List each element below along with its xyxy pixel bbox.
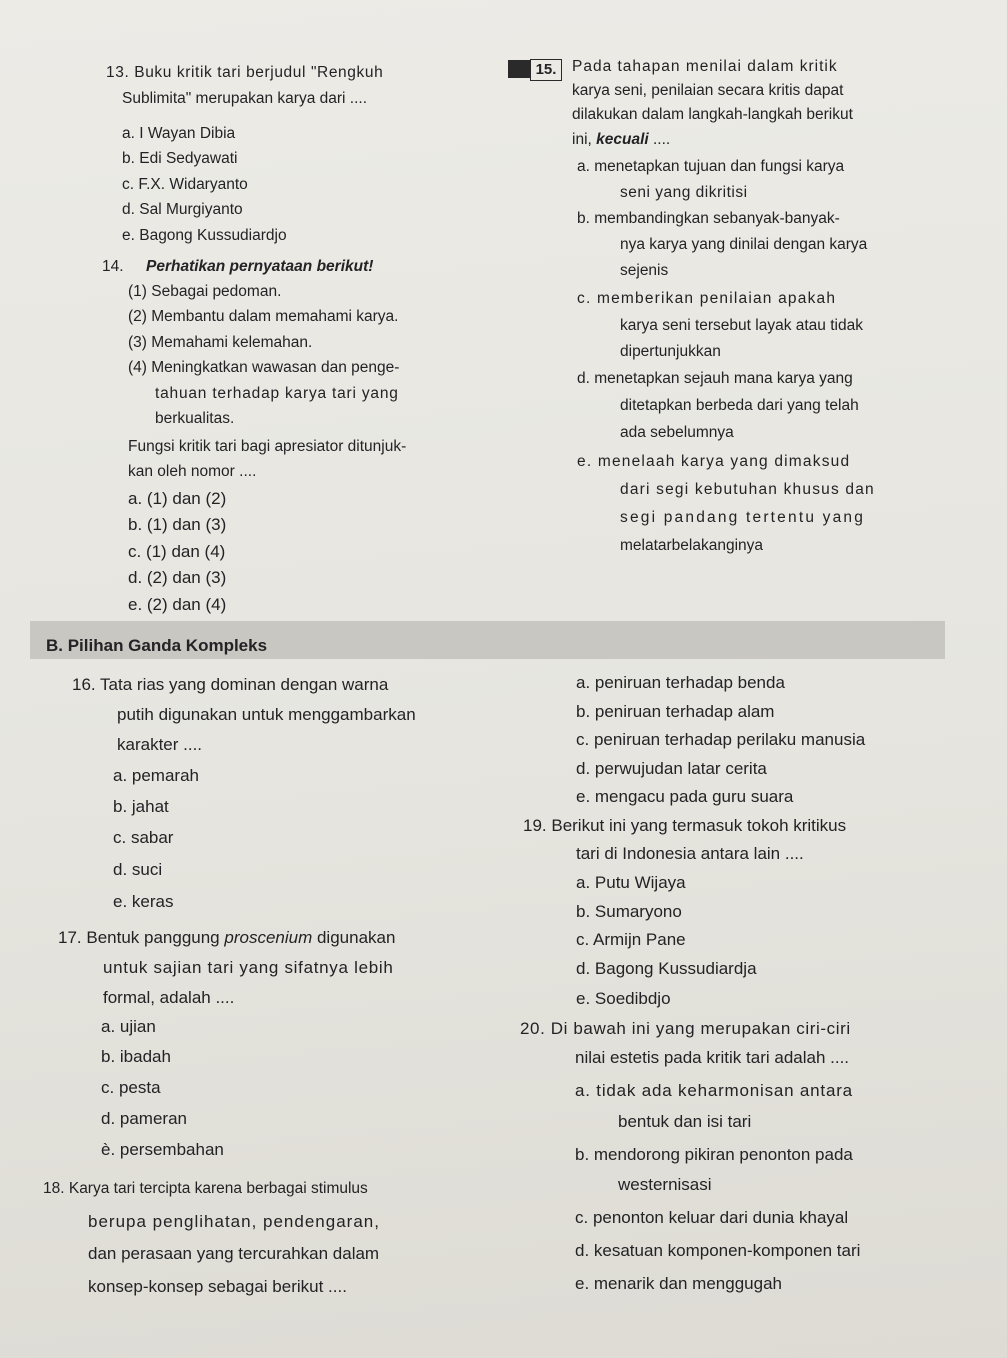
q13-stem-line2: Sublimita" merupakan karya dari .... [122, 90, 367, 107]
q19-option-c: c. Armijn Pane [576, 930, 686, 949]
q20-option-b-line1: b. mendorong pikiran penonton pada [575, 1145, 853, 1164]
q17-option-c: c. pesta [101, 1078, 161, 1097]
q20-stem-line1: 20. Di bawah ini yang merupakan ciri-ciri [520, 1019, 851, 1038]
q14-title: Perhatikan pernyataan berikut! [146, 258, 374, 275]
q17-option-a: a. ujian [101, 1017, 156, 1036]
q17-stem-line3: formal, adalah .... [103, 988, 235, 1007]
q15-stem-line4 [572, 129, 670, 151]
q14-question-line2: kan oleh nomor .... [128, 463, 257, 480]
q13-option-c: c. F.X. Widaryanto [122, 176, 248, 193]
q15-option-c-line1: c. memberikan penilaian apakah [577, 290, 837, 307]
q14-item-4-cont1: tahuan terhadap karya tari yang [155, 385, 399, 402]
q15-stem-line4-c: .... [648, 131, 671, 148]
q14-option-c: c. (1) dan (4) [128, 542, 226, 561]
q14-option-e: e. (2) dan (4) [128, 595, 227, 614]
q15-option-e-line2: dari segi kebutuhan khusus dan [620, 481, 875, 498]
q13-stem-line1: 13. Buku kritik tari berjudul "Rengkuh [106, 64, 384, 81]
q16-option-e: e. keras [113, 892, 174, 911]
q15-option-d-line3: ada sebelumnya [620, 424, 734, 441]
q18-stem-line4: konsep-konsep sebagai berikut .... [88, 1277, 347, 1296]
q16-stem-line2: putih digunakan untuk menggambarkan [117, 705, 416, 724]
q16-option-b: b. jahat [113, 797, 169, 816]
q20-stem-line2: nilai estetis pada kritik tari adalah .... [575, 1048, 850, 1067]
q15-option-d-line1: d. menetapkan sejauh mana karya yang [577, 370, 853, 387]
q17-option-e: è. persembahan [101, 1140, 224, 1159]
q18-option-e: e. mengacu pada guru suara [576, 787, 794, 806]
q17-stem-a: 17. Bentuk panggung [58, 928, 225, 947]
q15-option-e-line1: e. menelaah karya yang dimaksud [577, 453, 851, 470]
q15-kecuali: kecuali [596, 131, 649, 148]
q19-stem-line1: 19. Berikut ini yang termasuk tokoh kritikus [523, 816, 847, 835]
q20-option-d: d. kesatuan komponen-komponen tari [575, 1241, 861, 1260]
q19-option-e: e. Soedibdjo [576, 989, 671, 1008]
q14-number: 14. [102, 258, 124, 275]
q14-item-4: (4) Meningkatkan wawasan dan penge- [128, 359, 400, 376]
q14-item-2: (2) Membantu dalam memahami karya. [128, 308, 399, 325]
q17-stem-c: digunakan [312, 928, 396, 947]
q15-option-a-line2: seni yang dikritisi [620, 184, 748, 201]
q18-option-c: c. peniruan terhadap perilaku manusia [576, 730, 866, 749]
q19-option-d: d. Bagong Kussudiardja [576, 959, 757, 978]
q17-stem-line2: untuk sajian tari yang sifatnya lebih [103, 958, 394, 977]
q15-marker-icon [508, 60, 530, 78]
q18-stem-line3: dan perasaan yang tercurahkan dalam [88, 1244, 380, 1263]
q15-option-e-line4: melatarbelakanginya [620, 537, 764, 554]
q18-option-a: a. peniruan terhadap benda [576, 673, 785, 692]
q14-item-4-cont2: berkualitas. [155, 410, 235, 427]
q20-option-a-line1: a. tidak ada keharmonisan antara [575, 1081, 853, 1100]
q20-option-c: c. penonton keluar dari dunia khayal [575, 1208, 849, 1227]
q15-number: 15. [530, 59, 562, 81]
q19-option-a: a. Putu Wijaya [576, 873, 686, 892]
q20-option-a-line2: bentuk dan isi tari [618, 1112, 752, 1131]
q19-stem-line2: tari di Indonesia antara lain .... [576, 844, 804, 863]
q15-stem-line2: karya seni, penilaian secara kritis dapat [572, 82, 844, 99]
q13-option-e: e. Bagong Kussudiardjo [122, 227, 287, 244]
q14-item-1: (1) Sebagai pedoman. [128, 283, 282, 300]
q13-option-b: b. Edi Sedyawati [122, 150, 238, 167]
q19-option-b: b. Sumaryono [576, 902, 682, 921]
q14-question-line1: Fungsi kritik tari bagi apresiator ditunjuk- [128, 438, 407, 455]
q15-option-c-line2: karya seni tersebut layak atau tidak [620, 317, 863, 334]
q15-stem-line3: dilakukan dalam langkah-langkah berikut [572, 106, 853, 123]
q17-stem-line1 [58, 927, 395, 949]
q18-option-b: b. peniruan terhadap alam [576, 702, 775, 721]
q15-option-d-line2: ditetapkan berbeda dari yang telah [620, 397, 859, 414]
q16-option-a: a. pemarah [113, 766, 199, 785]
q16-option-c: c. sabar [113, 828, 174, 847]
q15-option-e-line3: segi pandang tertentu yang [620, 509, 866, 526]
q14-option-a: a. (1) dan (2) [128, 489, 227, 508]
q17-option-d: d. pameran [101, 1109, 187, 1128]
q14-item-3: (3) Memahami kelemahan. [128, 334, 313, 351]
q15-stem-line1: Pada tahapan menilai dalam kritik [572, 58, 838, 75]
q20-option-e: e. menarik dan menggugah [575, 1274, 782, 1293]
q16-stem-line3: karakter .... [117, 735, 203, 754]
q14-option-b: b. (1) dan (3) [128, 515, 227, 534]
section-b-title: B. Pilihan Ganda Kompleks [46, 636, 268, 655]
q15-option-a-line1: a. menetapkan tujuan dan fungsi karya [577, 158, 845, 175]
q18-option-d: d. perwujudan latar cerita [576, 759, 767, 778]
q13-option-a: a. I Wayan Dibia [122, 125, 236, 142]
q15-option-b-line2: nya karya yang dinilai dengan karya [620, 236, 868, 253]
q15-option-b-line1: b. membandingkan sebanyak-banyak- [577, 210, 840, 227]
q18-stem-line1: 18. Karya tari tercipta karena berbagai stimulus [43, 1180, 368, 1197]
q15-option-b-line3: sejenis [620, 262, 669, 279]
q20-option-b-line2: westernisasi [618, 1175, 712, 1194]
q13-option-d: d. Sal Murgiyanto [122, 201, 243, 218]
q15-option-c-line3: dipertunjukkan [620, 343, 721, 360]
q18-stem-line2: berupa penglihatan, pendengaran, [88, 1212, 380, 1231]
q17-proscenium: proscenium [224, 928, 313, 947]
q17-option-b: b. ibadah [101, 1047, 171, 1066]
q16-stem-line1: 16. Tata rias yang dominan dengan warna [72, 675, 389, 694]
q14-option-d: d. (2) dan (3) [128, 568, 227, 587]
q16-option-d: d. suci [113, 860, 163, 879]
q15-stem-line4-a: ini, [572, 131, 597, 148]
